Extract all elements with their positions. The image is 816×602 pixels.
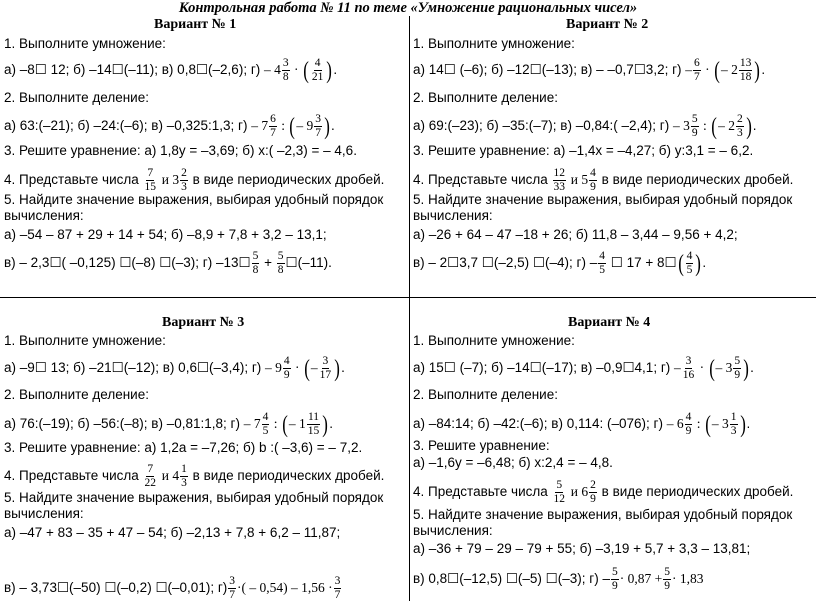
task-5-row-2: в) 0,8☐(–12,5) ☐(–5) ☐(–3); г) – $\frac{5}{9}$ · 0,87 + $\frac{5}{9}$ · 1,83 — [413, 566, 704, 592]
fraction: $\frac{3}{7}$ — [315, 113, 321, 139]
task-1-text: а) –8☐ 12; б) –14☐(–11); в) 0,8☐(–2,6); г) — [4, 62, 261, 78]
task-5-row-2: в) – 3,73☐(–50) ☐(–0,2) ☐(–0,01); г) $\frac{3}{7}$ ·( – 0,54) – 1,56 · $\frac{3}{7}$ — [4, 575, 341, 601]
fraction: $\frac{5}{8}$ — [277, 250, 284, 276]
task-3-title: 3. Решите уравнение: — [413, 438, 550, 453]
task-2-title: 2. Выполните деление: — [4, 90, 149, 105]
task-1-title: 1. Выполните умножение: — [4, 36, 166, 51]
task-4: 4. Представьте числа $\frac{7}{22}$ и 4 $\frac{1}{3}$ в виде периодических дробей. — [4, 463, 385, 489]
fraction: $\frac{5}{9}$ — [664, 566, 670, 592]
variant-4-block — [413, 0, 816, 600]
task-1-title: 1. Выполните умножение: — [413, 36, 575, 51]
fraction: $\frac{6}{7}$ — [270, 113, 276, 139]
fraction: $\frac{4}{9}$ — [685, 411, 692, 437]
task-5-title: 5. Найдите значение выражения, выбирая удобный порядок — [4, 490, 384, 505]
fraction: $\frac{2}{9}$ — [590, 479, 596, 505]
fraction: $\frac{4}{5}$ — [262, 411, 269, 437]
task-5-row-2: в) – 2☐3,7 ☐(–2,5) ☐(–4); г) – $\frac{4}{5}$ ☐ 17 + 8☐( $\frac{4}{5}$ ). — [413, 250, 707, 277]
task-5-row-1: а) –47 + 83 – 35 + 47 – 54; б) –2,13 + 7,8 + 6,2 – 11,87; — [4, 525, 341, 540]
task-3: 3. Решите уравнение: а) 1,8у = –3,69; б) х:( –2,3) = – 4,6. — [4, 143, 357, 158]
fraction: $\frac{7}{22}$ — [144, 463, 157, 489]
fraction: $\frac{4}{5}$ — [599, 250, 605, 276]
task-1-items: а) –9☐ 13; б) –21☐(–12); в) 0,6☐(–3,4); г) – 9 $\frac{4}{9}$ · (– $\frac{3}{17}$ ). — [4, 355, 345, 382]
fraction: $\frac{11}{15}$ — [307, 411, 320, 437]
task-2-title: 2. Выполните деление: — [413, 90, 558, 105]
fraction: $\frac{5}{9}$ — [611, 566, 618, 592]
task-2-items: а) 63:(–21); б) –24:(–6); в) –0,325:1,3; г) – 7 $\frac{6}{7}$ : (– 9 $\frac{3}{7}$ ). — [4, 113, 335, 140]
task-2-text: а) 63:(–21); б) –24:(–6); в) –0,325:1,3; г) — [4, 118, 248, 134]
task-2-items: а) –84:14; б) –42:(–6); в) 0,114: (–076); г) – 6 $\frac{4}{9}$ : (– 3 $\frac{1}{3}$ ). — [413, 411, 751, 438]
fraction: $\frac{4}{9}$ — [590, 167, 596, 193]
fraction: $\frac{3}{16}$ — [682, 355, 695, 381]
op: · — [290, 62, 302, 78]
task-3: 3. Решите уравнение: а) –1,4х = –4,27; б) у:3,1 = – 6,2. — [413, 143, 754, 158]
task-3-items: а) –1,6у = –6,48; б) х:2,4 = – 4,8. — [413, 455, 613, 470]
task-3: 3. Решите уравнение: а) 1,2а = –7,26; б) b :( –3,6) = – 7,2. — [4, 440, 363, 455]
task-5-title: 5. Найдите значение выражения, выбирая удобный порядок — [4, 192, 384, 207]
task-5-row-1: а) –36 + 79 – 29 – 79 + 55; б) –3,19 + 5,7 + 3,3 – 13,81; — [413, 541, 751, 556]
task-5-title: 5. Найдите значение выражения, выбирая удобный порядок — [413, 507, 793, 522]
variant-3-block — [4, 0, 409, 600]
task-2-title: 2. Выполните деление: — [4, 387, 149, 402]
task-4: 4. Представьте числа $\frac{5}{12}$ и 6 $\frac{2}{9}$ в виде периодических дробей. — [413, 479, 794, 505]
fraction: $\frac{4}{21}$ — [311, 57, 324, 83]
task-5-subtitle: вычисления: — [413, 208, 493, 223]
variant-heading: Вариант № 2 — [566, 17, 649, 32]
fraction: $\frac{2}{3}$ — [736, 113, 743, 139]
task-1-g-whole: – 4 — [264, 62, 281, 78]
task-4: 4. Представьте числа $\frac{12}{33}$ и 5 $\frac{4}{9}$ в виде периодических дробей. — [413, 167, 794, 193]
fraction: $\frac{1}{3}$ — [181, 463, 187, 489]
task-5-title: 5. Найдите значение выражения, выбирая удобный порядок — [413, 192, 793, 207]
fraction: $\frac{12}{33}$ — [553, 167, 566, 193]
fraction: $\frac{5}{9}$ — [734, 355, 741, 381]
fraction: $\frac{3}{7}$ — [229, 575, 235, 601]
fraction: $\frac{13}{18}$ — [739, 57, 752, 83]
task-1-items: а) 14☐ (–6); б) –12☐(–13); в) – –0,7☐3,2; г) – $\frac{6}{7}$ · (– 2 $\frac{13}{18}$ ). — [413, 57, 766, 84]
vertical-divider — [409, 16, 410, 601]
task-2-items: а) 76:(–19); б) –56:(–8); в) –0,81:1,8; г) – 7 $\frac{4}{5}$ : (– 1 $\frac{11}{15}$ ). — [4, 411, 333, 438]
fraction: $\frac{3}{8}$ — [282, 57, 289, 83]
fraction: $\frac{3}{7}$ — [334, 575, 341, 601]
fraction: $\frac{4}{5}$ — [686, 250, 693, 276]
fraction: $\frac{5}{8}$ — [252, 250, 259, 276]
task-5-subtitle: вычисления: — [4, 506, 84, 521]
task-5-row-1: а) –26 + 64 – 47 –18 + 26; б) 11,8 – 3,44 – 9,56 + 4,2; — [413, 227, 738, 242]
fraction: $\frac{2}{3}$ — [181, 167, 187, 193]
fraction: $\frac{5}{9}$ — [691, 113, 698, 139]
task-2-items: а) 69:(–23); б) –35:(–7); в) –0,84:( –2,4); г) – 3 $\frac{5}{9}$ : (– 2 $\frac{2}{3}$ ). — [413, 113, 757, 140]
task-4: 4. Представьте числа $\frac{7}{15}$ и 3 $\frac{2}{3}$ в виде периодических дробей. — [4, 167, 385, 193]
task-5-subtitle: вычисления: — [413, 523, 493, 538]
task-1-title: 1. Выполните умножение: — [413, 333, 575, 348]
variant-heading: Вариант № 1 — [154, 17, 237, 32]
variant-heading: Вариант № 4 — [568, 315, 651, 330]
fraction: $\frac{7}{15}$ — [144, 167, 157, 193]
task-1-items: а) –8☐ 12; б) –14☐(–11); в) 0,8☐(–2,6); г) – 4 $\frac{3}{8}$ · ( $\frac{4}{21}$ ). — [4, 57, 338, 84]
fraction: $\frac{1}{3}$ — [730, 411, 737, 437]
task-5-row-1: а) –54 – 87 + 29 + 14 + 54; б) –8,9 + 7,8 + 3,2 – 13,1; — [4, 227, 327, 242]
task-5-row-2: в) – 2,3☐( –0,125) ☐(–8) ☐(–3); г) –13☐ $\frac{5}{8}$ + $\frac{5}{8}$ ☐(–11). — [4, 250, 332, 276]
fraction: $\frac{4}{9}$ — [283, 355, 290, 381]
variant-heading: Вариант № 3 — [162, 315, 245, 330]
page-title: Контрольная работа № 11 по теме «Умножение рациональных чисел» — [178, 0, 638, 16]
fraction: $\frac{6}{7}$ — [694, 57, 700, 83]
fraction: $\frac{3}{17}$ — [319, 355, 332, 381]
task-2-title: 2. Выполните деление: — [413, 387, 558, 402]
task-1-title: 1. Выполните умножение: — [4, 333, 166, 348]
task-5-subtitle: вычисления: — [4, 208, 84, 223]
task-1-items: а) 15☐ (–7); б) –14☐(–17); в) –0,9☐4,1; г) – $\frac{3}{16}$ · (– 3 $\frac{5}{9}$ ). — [413, 355, 754, 382]
fraction: $\frac{5}{12}$ — [553, 479, 566, 505]
